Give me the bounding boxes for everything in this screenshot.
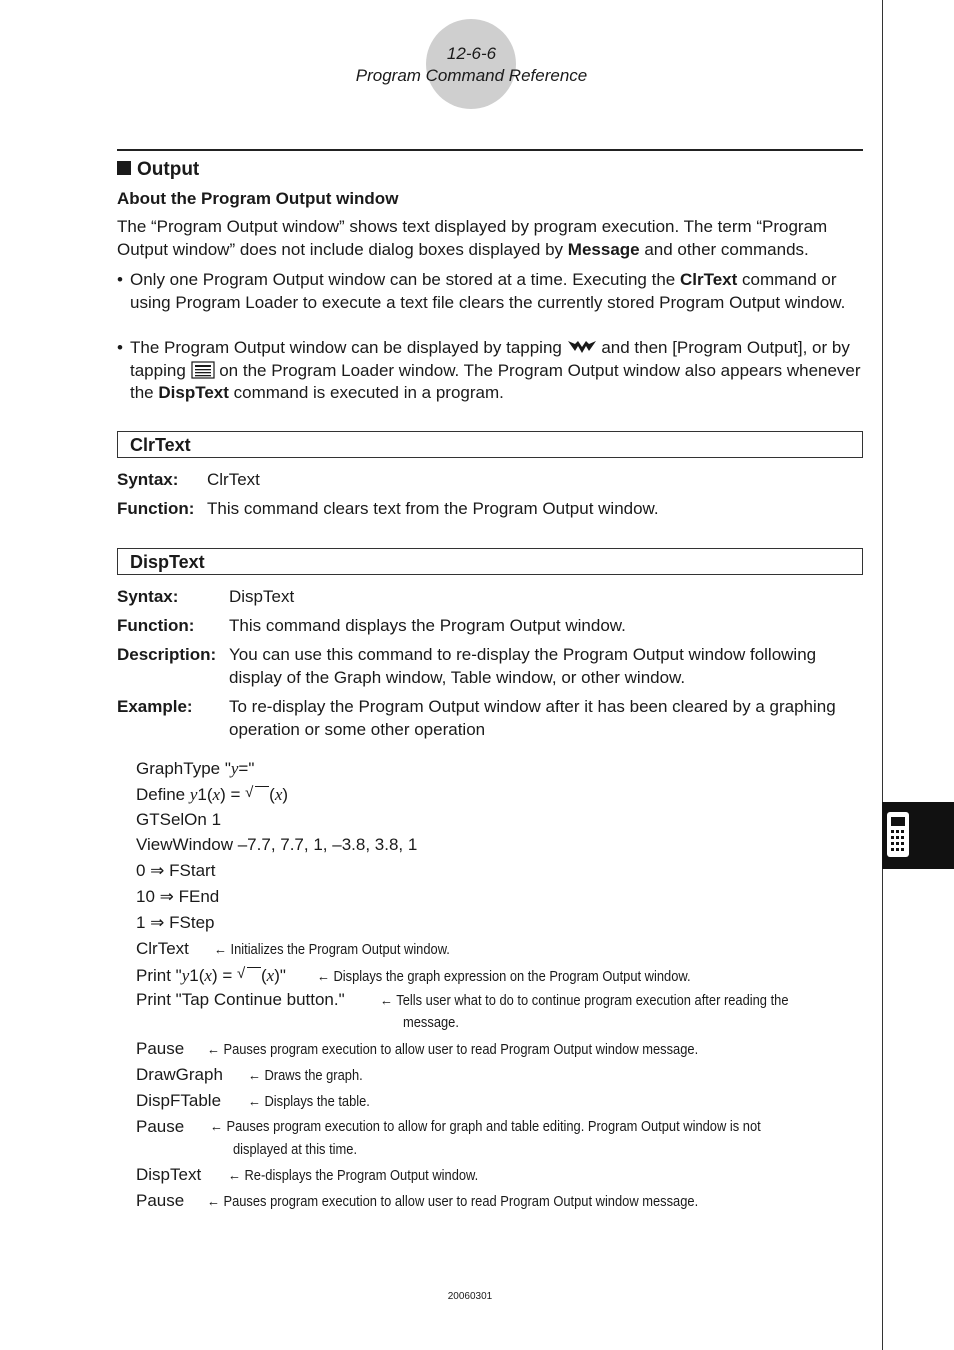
subheading: About the Program Output window <box>117 189 399 208</box>
code-line-graphtype: GraphType "y=" <box>136 759 255 778</box>
code-line-disptext: DispText <box>136 1165 202 1184</box>
code-line-viewwindow: ViewWindow –7.7, 7.7, 1, –3.8, 3.8, 1 <box>136 835 418 854</box>
code-line-fend: 10 ⇒ FEnd <box>136 887 220 906</box>
bullet-one: • Only one Program Output window can be stored at a time. Executing the ClrText command or using Program Loader to execute a text file clears the currently stored Program Output window. <box>117 270 846 312</box>
comment-dispftable: ← Displays the table. <box>248 1093 370 1110</box>
comment-pause-1: ← Pauses program execution to allow user to read Program Output window message. <box>207 1041 699 1058</box>
sqrt-icon <box>237 965 261 987</box>
code-line-print-expr: Print "y1(x) = √ (x)" <box>136 965 286 987</box>
comment-disptext: ← Re-displays the Program Output window. <box>228 1167 479 1184</box>
comment-print-tap-1: ← Tells user what to do to continue program execution after reading the <box>380 992 789 1009</box>
page-number: 12-6-6 <box>446 44 497 63</box>
code-line-clrtext: ClrText <box>136 939 189 958</box>
code-line-drawgraph: DrawGraph <box>136 1065 223 1084</box>
code-line-gtselon: GTSelOn 1 <box>136 810 222 829</box>
comment-pause-3: ← Pauses program execution to allow user to read Program Output window message. <box>207 1193 699 1210</box>
code-line-define: Define y1(x) = √ (x) <box>136 784 288 806</box>
code-line-pause-1: Pause <box>136 1039 185 1058</box>
comment-clrtext: ← Initializes the Program Output window. <box>214 941 450 958</box>
comment-drawgraph: ← Draws the graph. <box>248 1067 363 1084</box>
code-line-dispftable: DispFTable <box>136 1091 222 1110</box>
comment-pause-2a: ← Pauses program execution to allow for graph and table editing. Program Output window is not <box>210 1118 761 1135</box>
code-line-print-tap: Print "Tap Continue button." <box>136 990 345 1009</box>
top-rule <box>117 149 863 151</box>
clrtext-heading: ClrText <box>117 431 863 458</box>
disptext-heading: DispText <box>117 548 863 575</box>
code-line-fstart: 0 ⇒ FStart <box>136 861 216 880</box>
menu-arrow-icon <box>567 339 597 355</box>
header-circle <box>426 19 516 109</box>
code-line-pause-2: Pause <box>136 1117 185 1136</box>
calculator-icon <box>882 802 954 869</box>
comment-pause-2b: displayed at this time. <box>233 1141 358 1158</box>
margin-rule <box>882 0 883 1350</box>
footer-code: 20060301 <box>447 1291 493 1302</box>
section-title: Output <box>117 159 199 181</box>
intro-paragraph: The “Program Output window” shows text displayed by program execution. The term “Program Output window” does not include dialog boxes displayed by Message and other commands. <box>117 217 828 259</box>
code-line-fstep: 1 ⇒ FStep <box>136 913 215 932</box>
comment-print-tap-2: message. <box>403 1014 459 1031</box>
bullet-two: • The Program Output window can be displayed by tapping and then [Program Output], or by tapping on the Program Loader window. The Program Output window also appears whenever the DispText command is executed in a program. <box>117 338 861 402</box>
comment-print-expr: ← Displays the graph expression on the Program Output window. <box>317 968 691 985</box>
sqrt-icon <box>245 784 269 806</box>
text-window-icon <box>191 361 215 379</box>
chapter-tab <box>882 802 954 869</box>
code-line-pause-3: Pause <box>136 1191 185 1210</box>
square-bullet-icon <box>117 161 131 175</box>
chapter-title: Program Command Reference <box>355 66 588 85</box>
